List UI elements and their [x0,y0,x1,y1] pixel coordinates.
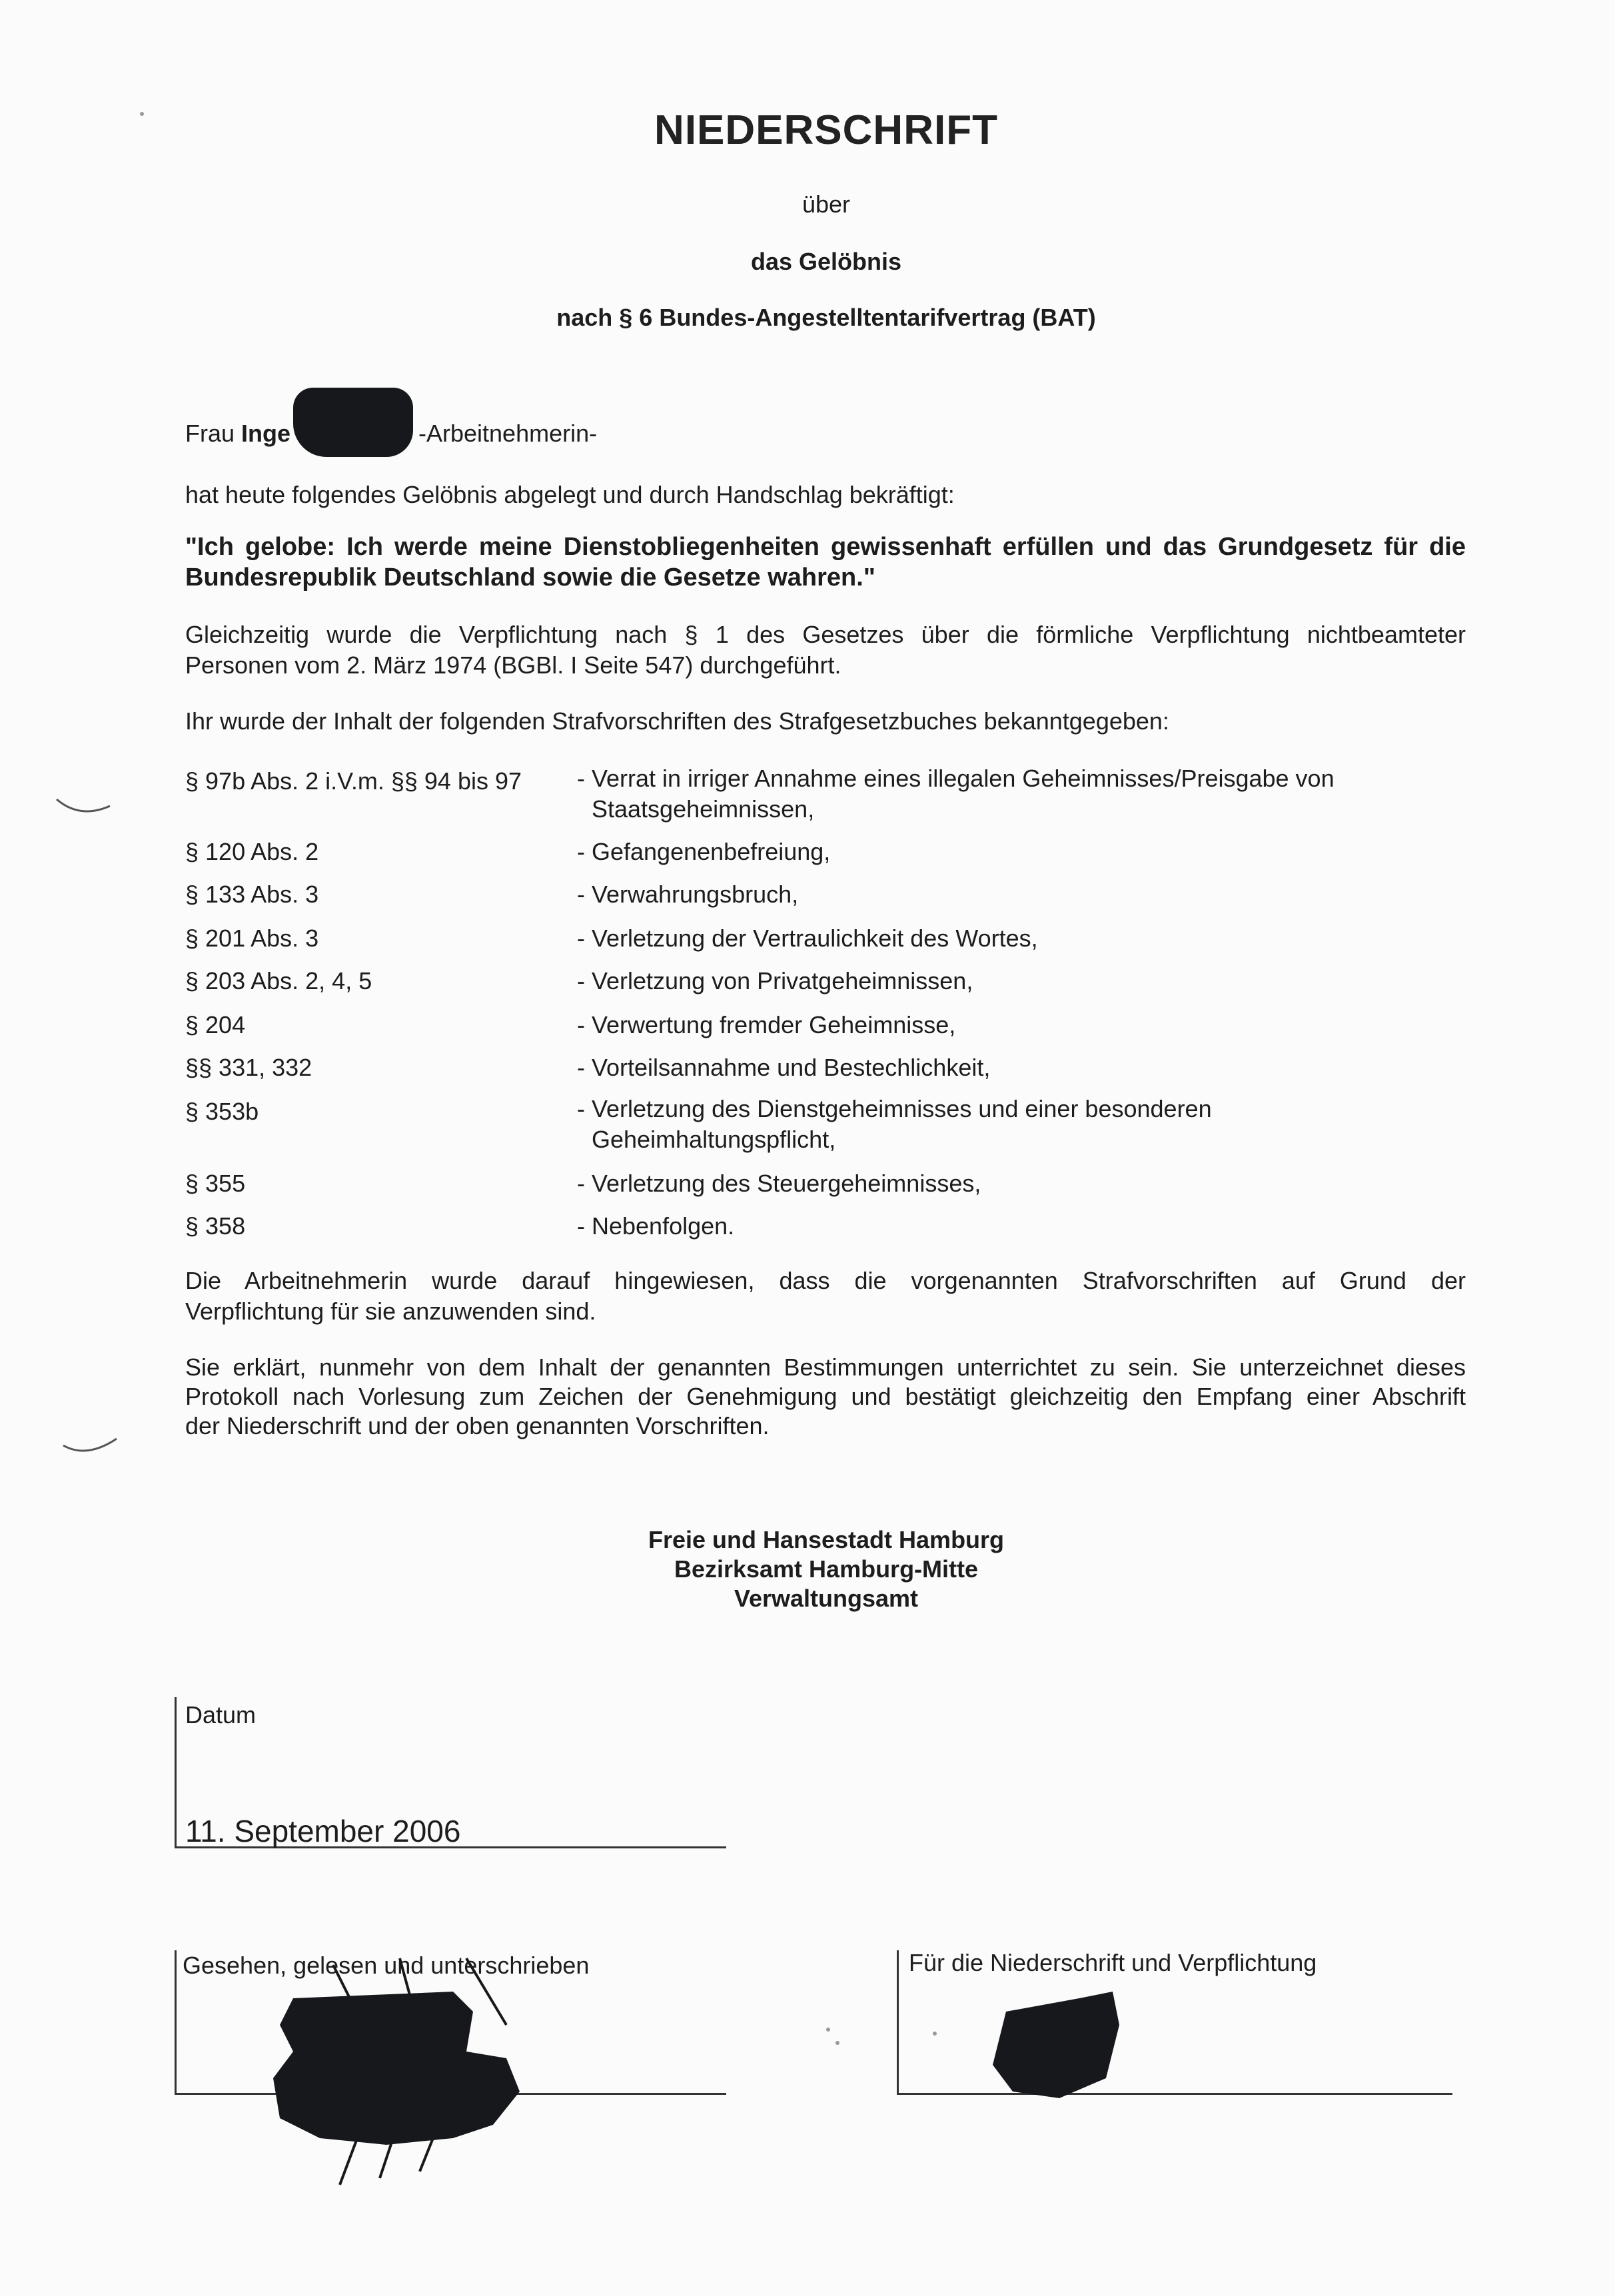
intro-text: hat heute folgendes Gelöbnis abgelegt und durch Handschlag bekräftigt: [185,481,955,508]
scan-artifact-mark [60,1432,120,1465]
signature-right-label: Für die Niederschrift und Verpflichtung [909,1949,1317,1976]
provision-description: - Verletzung der Vertraulichkeit des Wortes, [577,925,1038,952]
provision-description: - Verwahrungsbruch, [577,881,799,908]
authority-office: Bezirksamt Hamburg-Mitte [674,1555,979,1583]
provision-paragraph: § 203 Abs. 2, 4, 5 [185,967,372,994]
signature-left-label: Gesehen, gelesen und unterschrieben [183,1952,590,1979]
provision-paragraph: §§ 331, 332 [185,1054,312,1081]
person-role: -Arbeitnehmerin- [418,420,598,447]
authority-department: Verwaltungsamt [734,1585,919,1612]
notice-line-1: Die Arbeitnehmerin wurde darauf hingewiesen, dass die vorgenannten Strafvorschriften auf Grund der [185,1267,1466,1294]
scan-artifact-mark [53,793,113,826]
scan-speck [933,2032,937,2036]
provision-description: - Verletzung des Steuergeheimnisses, [577,1170,981,1197]
document-title: NIEDERSCHRIFT [654,107,998,153]
declaration-line-2: Protokoll nach Vorlesung zum Zeichen der Genehmigung und bestätigt gleichzeitig den Empfang einer Abschrift [185,1383,1466,1410]
signature-left-redaction [253,1952,560,2191]
notice-line-2: Verpflichtung für sie anzuwenden sind. [185,1298,596,1325]
oath-line-1: "Ich gelobe: Ich werde meine Dienstobliegenheiten gewissenhaft erfüllen und das Grundgesetz für die [185,533,1466,561]
provision-paragraph: § 358 [185,1212,246,1240]
provision-description: - Gefangenenbefreiung, [577,838,831,865]
name-redaction [293,388,413,457]
salutation: Frau [185,420,235,447]
penal-intro: Ihr wurde der Inhalt der folgenden Strafvorschriften des Strafgesetzbuches bekanntgegeben: [185,707,1169,735]
obligation-line-1: Gleichzeitig wurde die Verpflichtung nach § 1 des Gesetzes über die förmliche Verpflichtung nichtbeamteter [185,621,1466,648]
provision-paragraph: § 97b Abs. 2 i.V.m. §§ 94 bis 97 [185,767,522,795]
provision-description: - Verrat in irriger Annahme eines illegalen Geheimnisses/Preisgabe von [577,765,1335,792]
provision-description: - Vorteilsannahme und Bestechlichkeit, [577,1054,991,1081]
date-box-left-border [175,1697,177,1848]
provision-description: - Nebenfolgen. [577,1212,735,1240]
provision-paragraph: § 353b [185,1098,259,1125]
provision-paragraph: § 133 Abs. 3 [185,881,319,908]
scan-speck [826,2028,830,2032]
provision-paragraph: § 204 [185,1011,246,1038]
signature-left-border [175,1950,177,2094]
provision-paragraph: § 120 Abs. 2 [185,838,319,865]
obligation-line-2: Personen vom 2. März 1974 (BGBl. I Seite 547) durchgeführt. [185,651,841,679]
date-label: Datum [185,1701,257,1728]
signature-right-redaction [979,1985,1139,2118]
provision-description: - Verwertung fremder Geheimnisse, [577,1011,956,1038]
provision-paragraph: § 355 [185,1170,246,1197]
declaration-line-3: der Niederschrift und der oben genannten Vorschriften. [185,1412,770,1439]
provision-description: - Verletzung des Dienstgeheimnisses und einer besonderen [577,1095,1212,1122]
title-line-bat: nach § 6 Bundes-Angestelltentarifvertrag (BAT) [556,304,1096,331]
authority-city: Freie und Hansestadt Hamburg [648,1526,1005,1553]
date-value: 11. September 2006 [185,1814,461,1848]
scan-speck [140,112,144,116]
provision-paragraph: § 201 Abs. 3 [185,925,319,952]
scan-speck [835,2041,839,2045]
provision-description: - Verletzung von Privatgeheimnissen, [577,967,973,994]
provision-description-cont: Geheimhaltungspflicht, [592,1126,836,1153]
title-line-ueber: über [802,191,851,218]
signature-right-border [897,1950,899,2094]
title-line-geloebnis: das Gelöbnis [750,248,902,275]
declaration-line-1: Sie erklärt, nunmehr von dem Inhalt der genannten Bestimmungen unterrichtet zu sein. Sie unterzeichnet dieses [185,1353,1466,1381]
provision-description-cont: Staatsgeheimnissen, [592,795,815,823]
oath-line-2: Bundesrepublik Deutschland sowie die Gesetze wahren." [185,564,875,591]
person-name: Inge [241,420,291,447]
